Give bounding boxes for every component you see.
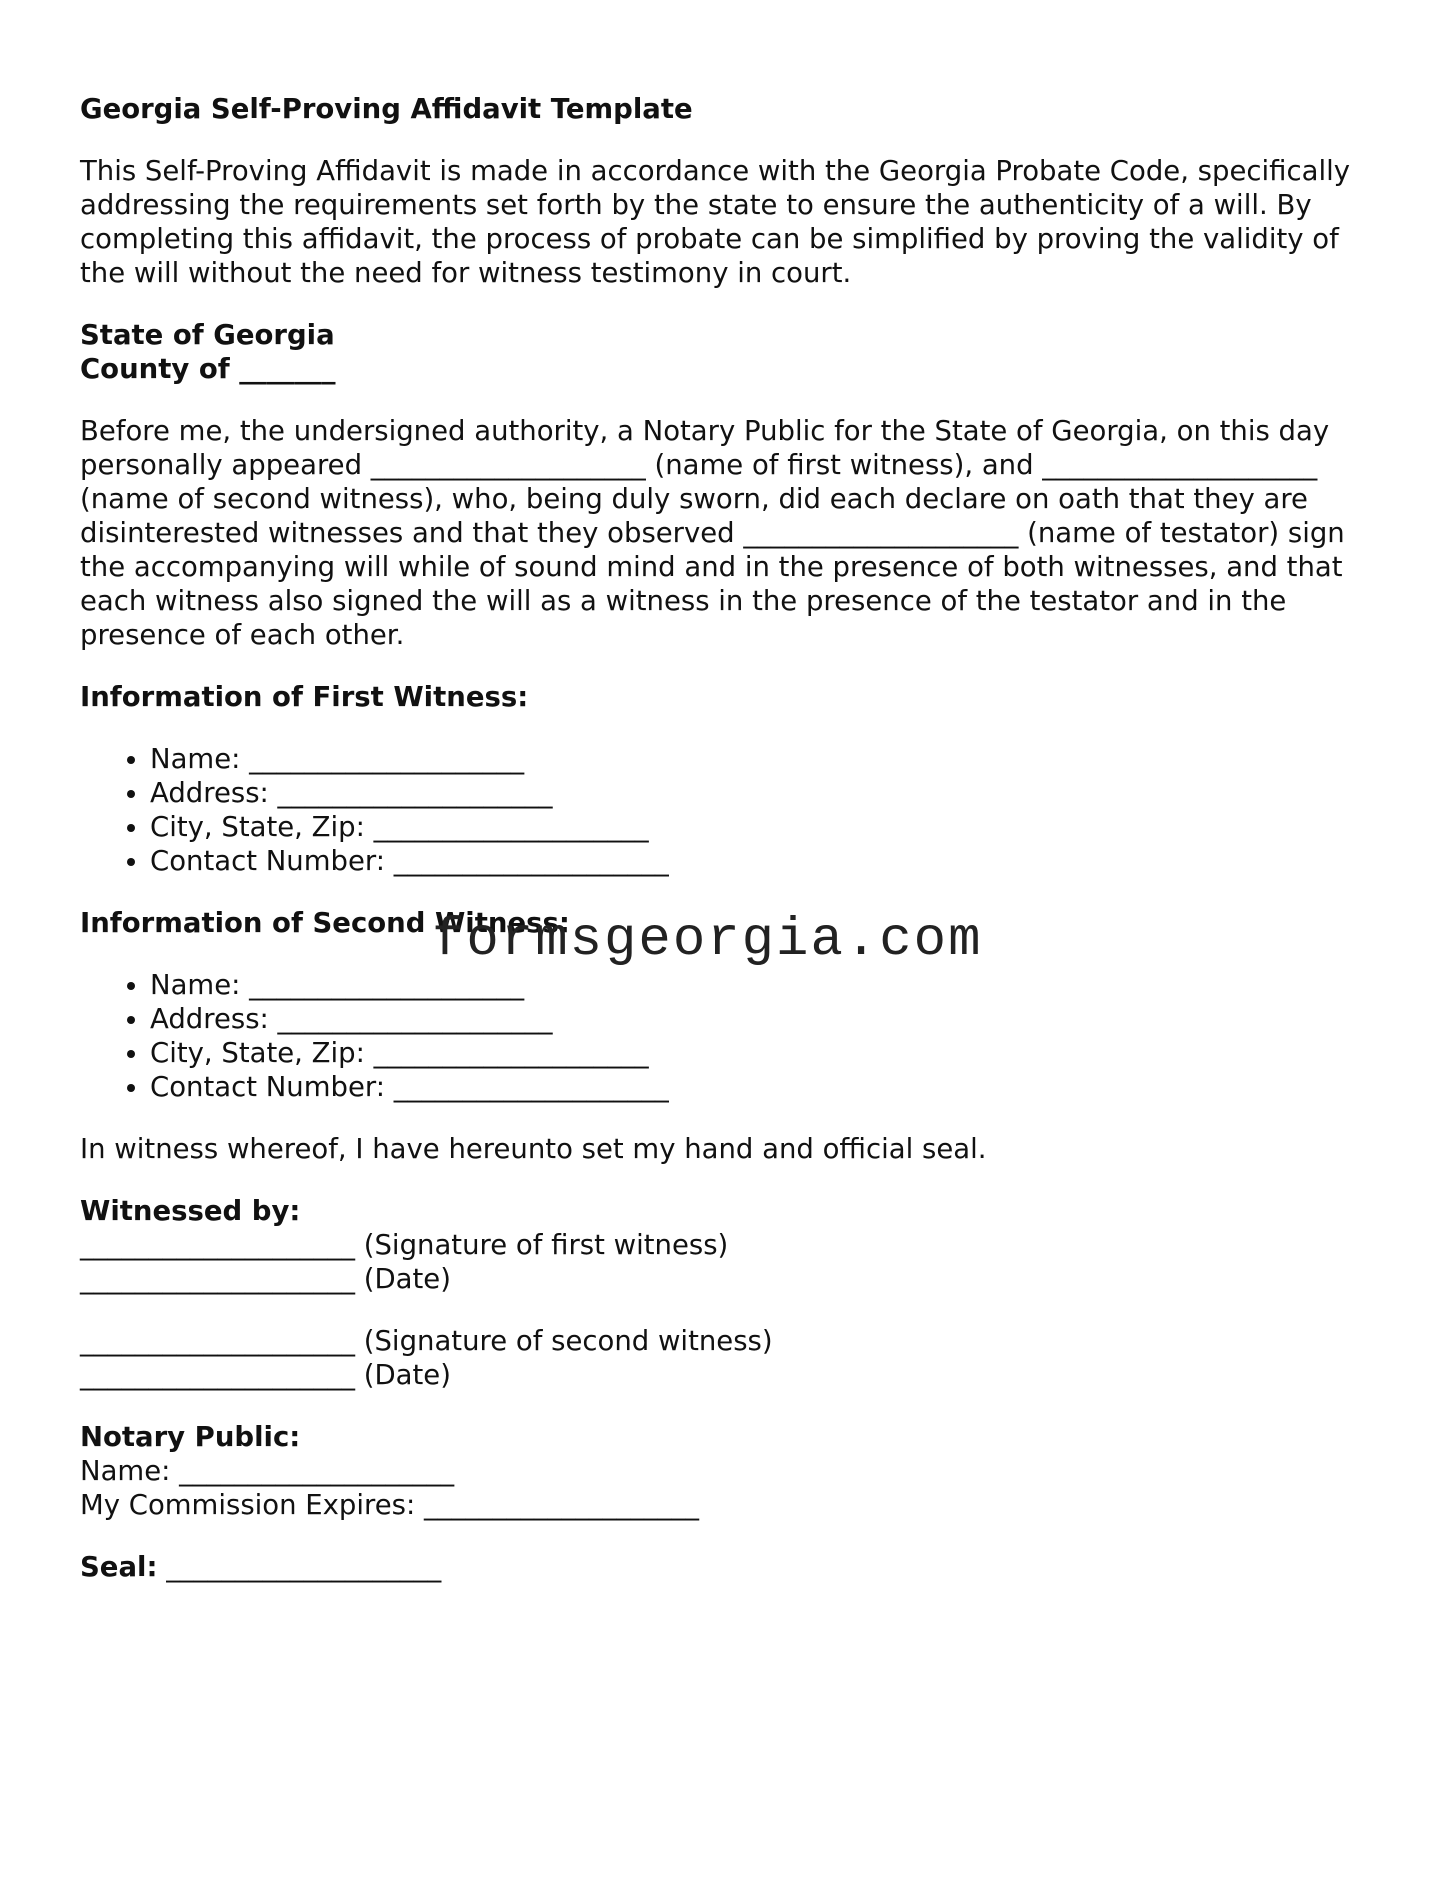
county-line: County of _______ — [80, 353, 336, 385]
notary-heading: Notary Public: — [80, 1421, 301, 1453]
first-witness-name-field: • Name: ____________________ — [150, 742, 1380, 776]
first-witness-contact-field: • Contact Number: ____________________ — [150, 844, 1380, 878]
document-title: Georgia Self-Proving Affidavit Template — [80, 93, 693, 125]
notary-commission-line: My Commission Expires: ____________________ — [80, 1489, 699, 1521]
second-witness-address-field: • Address: ____________________ — [150, 1002, 1380, 1036]
second-witness-date-line: ____________________ (Date) — [80, 1359, 451, 1391]
witnessed-by-heading: Witnessed by: — [80, 1195, 301, 1227]
second-witness-name-field: • Name: ____________________ — [150, 968, 1380, 1002]
first-witness-heading: Information of First Witness: — [80, 681, 529, 713]
first-witness-city-field: • City, State, Zip: ____________________ — [150, 810, 1380, 844]
watermark-text: formsgeorgia.com — [432, 910, 983, 971]
notary-name-line: Name: ____________________ — [80, 1455, 455, 1487]
first-witness-fields — [80, 742, 1380, 878]
first-witness-signature-line: ____________________ (Signature of first witness) — [80, 1229, 729, 1261]
second-witness-signature-line: ____________________ (Signature of second witness) — [80, 1325, 773, 1357]
second-witness-heading: Information of Second Witness: — [80, 907, 570, 939]
first-witness-address-field: • Address: ____________________ — [150, 776, 1380, 810]
seal-line — [80, 1550, 1380, 1584]
second-witness-city-field: • City, State, Zip: ____________________ — [150, 1036, 1380, 1070]
seal-blank: ____________________ — [166, 1551, 442, 1583]
venue-block — [80, 318, 1380, 386]
second-witness-fields — [80, 968, 1380, 1104]
document-page — [80, 92, 1380, 1584]
affidavit-body: Before me, the undersigned authority, a Notary Public for the State of Georgia, on this day personally appeared ____________________ (name of first witness), and ____________________ (name of second witness), who, being duly sworn, did each declare on oath that they are disinterested witnesses and that they observed ____________________ (name of testator) sign the accompanying will while of sound mind and in the presence of both witnesses, and that each witness also signed the will as a witness in the presence of the testator and in the presence of each other. — [80, 415, 1345, 651]
notary-block — [80, 1420, 1380, 1522]
witness-signatures-2 — [80, 1324, 1380, 1392]
second-witness-contact-field: • Contact Number: ____________________ — [150, 1070, 1380, 1104]
whereof-statement: In witness whereof, I have hereunto set my hand and official seal. — [80, 1133, 987, 1165]
witness-signatures-1 — [80, 1194, 1380, 1296]
first-witness-date-line: ____________________ (Date) — [80, 1263, 451, 1295]
state-line: State of Georgia — [80, 319, 335, 351]
seal-label: Seal: — [80, 1551, 158, 1583]
intro-paragraph: This Self-Proving Affidavit is made in accordance with the Georgia Probate Code, specifically addressing the requirements set forth by the state to ensure the authenticity of a will. By completing this affidavit, the process of probate can be simplified by proving the validity of the will without the need for witness testimony in court. — [80, 155, 1350, 289]
